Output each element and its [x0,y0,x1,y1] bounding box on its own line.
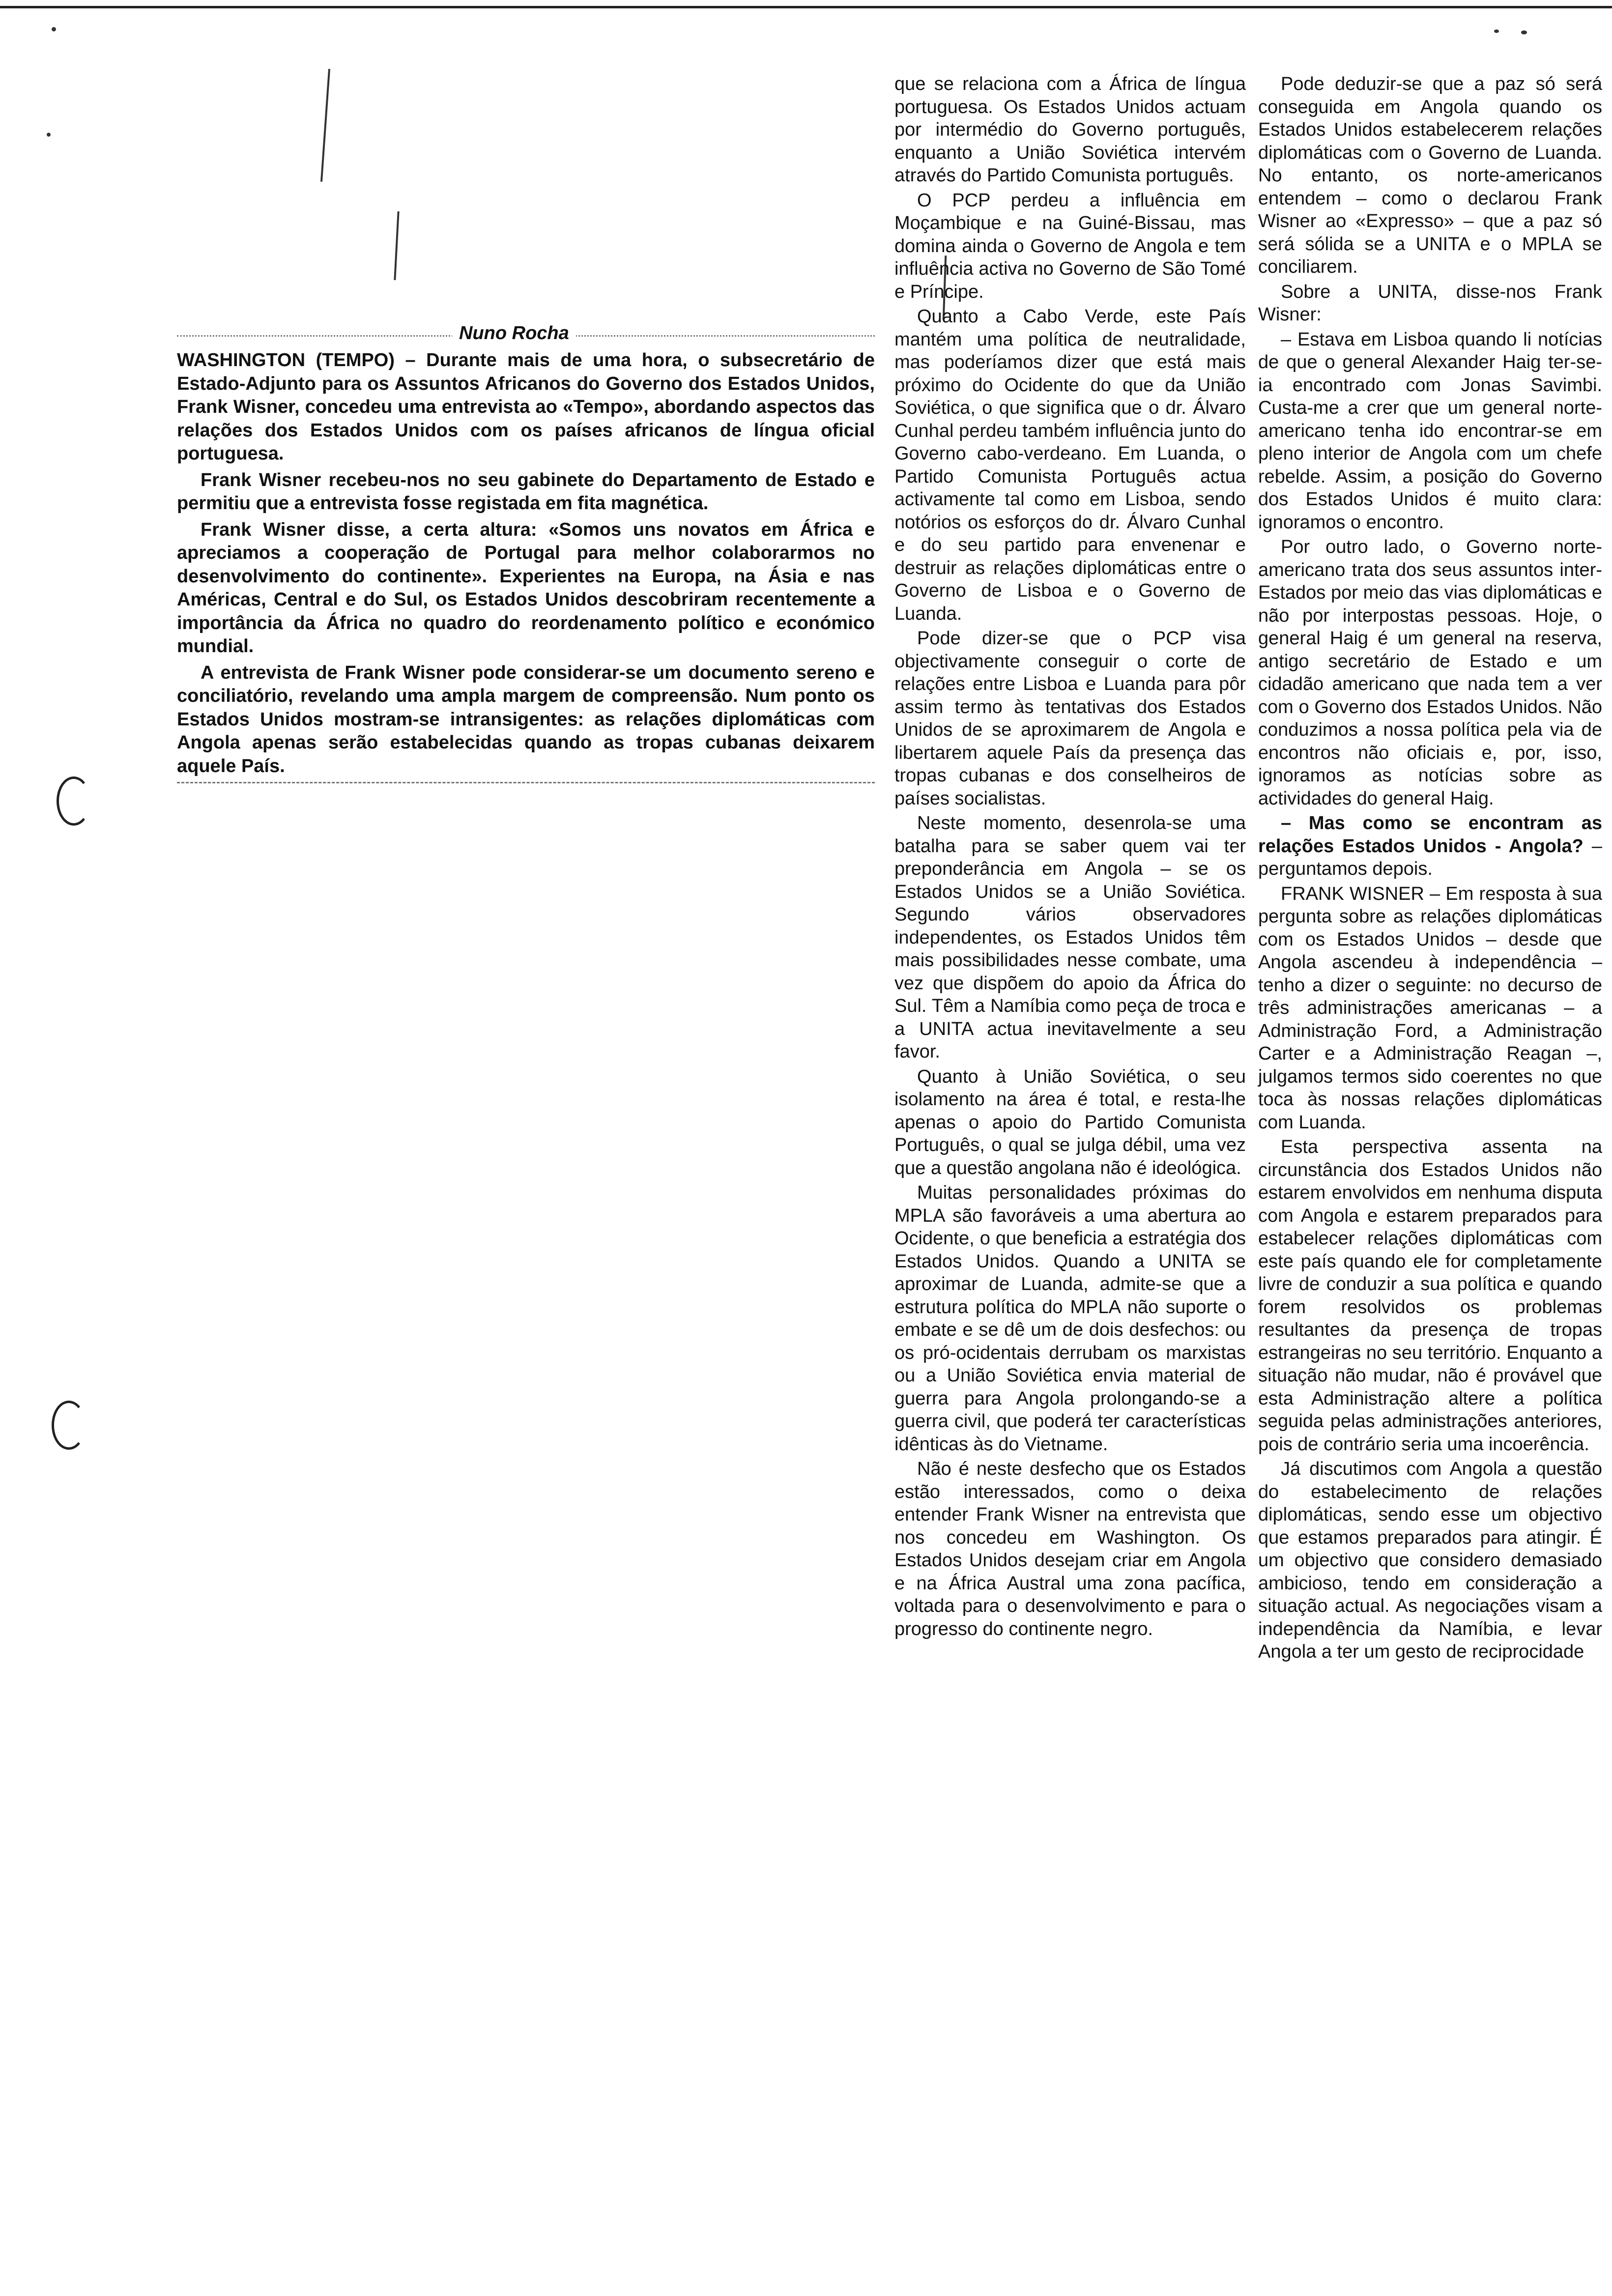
article-lead [177,319,875,783]
lead-paragraph: A entrevista de Frank Wisner pode considerar-se um documento sereno e conciliatório, revelando uma ampla margem de compreensão. Num ponto os Estados Unidos mostram-se intransigentes: as relações diplomáticas com Angola apenas serão estabelecidas quando as tropas cubanas deixarem aquele País. [177,662,875,776]
body-paragraph: Neste momento, desenrola-se uma batalha para se saber quem vai ter preponderância em Angola – se os Estados Unidos se a União Soviética. Segundo vários observadores independentes, os Estados Unidos têm mais possibilidades nesse combate, uma vez que dispõem do apoio da África do Sul. Têm a Namíbia como peça de troca e a UNITA actua inevitavelmente a seu favor. [894,813,1246,1062]
byline: Nuno Rocha [452,319,576,347]
answer-text: – Em resposta à sua pergunta sobre as relações diplomáticas com os Estados Unidos – desde que Angola ascendeu à independência – tenho a dizer o seguinte: no decurso de três administrações americanas – a Administração Ford, a Administração Carter e a Administração Reagan –, julgamos termos sido coerentes no que toca às nossas relações diplomáticas com Luanda. [1258,883,1602,1133]
body-paragraph: Pode deduzir-se que a paz só será conseguida em Angola quando os Estados Unidos estabelecerem relações diplomáticas com o Governo de Luanda. No entanto, os norte-americanos entendem – como o declarou Frank Wisner ao «Expresso» – que a paz só será sólida se a UNITA e o MPLA se conciliarem. [1258,74,1602,277]
interview-question-tail: – perguntamos depois. [1258,835,1602,879]
body-paragraph: Quanto à União Soviética, o seu isolamento na área é total, e resta-lhe apenas o apoio do Partido Comunista Português, o qual se julga débil, uma vez que a questão angolana não é ideológica. [894,1066,1246,1178]
body-paragraph: O PCP perdeu a influência em Moçambique e na Guiné-Bissau, mas domina ainda o Governo de Angola e tem influência activa no Governo de São Tomé e Príncipe. [894,190,1246,302]
body-paragraph: Muitas personalidades próximas do MPLA são favoráveis a uma abertura ao Ocidente, o que beneficia a estratégia dos Estados Unidos. Quando a UNITA se aproximar de Luanda, admite-se que a estrutura política do MPLA não suporte o embate e se dê um de dois desfechos: ou os pró-ocidentais derrubam os marxistas ou a União Soviética envia material de guerra para Angola prolongando-se a guerra civil, que poderá ter características idênticas às do Vietname. [894,1182,1246,1455]
body-column-2 [1258,73,1602,1665]
scan-speck [47,133,51,137]
scan-speck [1521,30,1527,34]
scan-speck [1494,29,1499,33]
binder-hole-mark [57,776,91,826]
scan-mark [394,211,399,280]
binder-hole-mark [52,1401,86,1450]
lead-paragraph: Frank Wisner disse, a certa altura: «Somos uns novatos em África e apreciamos a cooperação de Portugal para melhor colaborarmos no desenvolvimento do continente». Experientes na Europa, na Ásia e nas Américas, Central e do Sul, os Estados Unidos descobriram recentemente a importância da África no quadro do reordenamento político e económico mundial. [177,519,875,657]
scan-mark [320,69,330,182]
body-paragraph: Sobre a UNITA, disse-nos Frank Wisner: [1258,281,1602,325]
lead-bottom-rule [177,782,875,783]
body-paragraph: – Estava em Lisboa quando li notícias de que o general Alexander Haig ter-se-ia encontrado com Jonas Savimbi. Custa-me a crer que um general norte-americano tenha ido encontrar-se em pleno interior de Angola com um chefe rebelde. Assim, a posição do Governo dos Estados Unidos é muito clara: ignoramos o encontro. [1258,329,1602,533]
body-paragraph: Esta perspectiva assenta na circunstância dos Estados Unidos não estarem envolvidos em nenhuma disputa com Angola e estarem preparados para estabelecer relações diplomáticas com este país quando ele for completamente livre de conduzir a sua política e quando forem resolvidos os problemas resultantes da presença de tropas estrangeiras no seu território. Enquanto a situação não mudar, não é provável que esta Administração altere a política seguida pelas administrações anteriores, pois de contrário seria uma incoerência. [1258,1137,1602,1455]
answer-speaker: FRANK WISNER [1281,883,1424,904]
body-paragraph: Pode dizer-se que o PCP visa objectivamente conseguir o corte de relações entre Lisboa e Luanda para pôr assim termo às tentativas dos Estados Unidos de se aproximarem de Angola e libertarem aquele País da presença das tropas cubanas e dos conselheiros de países socialistas. [894,628,1246,809]
interview-question: – Mas como se encontram as relações Estados Unidos - Angola? [1258,813,1602,857]
body-paragraph: Quanto a Cabo Verde, este País mantém uma política de neutralidade, mas poderíamos dizer que está mais próximo do Ocidente do que da União Soviética, o que significa que o dr. Álvaro Cunhal perdeu também influência junto do Governo cabo-verdeano. Em Luanda, o Partido Comunista Português actua activamente tal como em Lisboa, sendo notórios os esforços do dr. Álvaro Cunhal e do seu partido para envenenar e destruir as relações diplomáticas entre o Governo de Lisboa e o Governo de Luanda. [894,306,1246,624]
body-paragraph: Já discutimos com Angola a questão do estabelecimento de relações diplomáticas, sendo esse um objectivo que estamos preparados para atingir. É um objectivo que considero demasiado ambicioso, tendo em consideração a situação actual. As negociações visam a independência da Namíbia, e levar Angola a ter um gesto de reciprocidade [1258,1459,1602,1662]
question-paragraph [1258,812,1602,881]
lead-paragraph: WASHINGTON (TEMPO) – Durante mais de uma hora, o subsecretário de Estado-Adjunto para os Assuntos Africanos do Governo dos Estados Unidos, Frank Wisner, concedeu uma entrevista ao «Tempo», abordando aspectos das relações dos Estados Unidos com os países africanos de língua oficial portuguesa. [177,350,875,464]
scan-speck [52,27,56,31]
body-paragraph: Não é neste desfecho que os Estados estão interessados, como o deixa entender Frank Wisner na entrevista que nos concedeu em Washington. Os Estados Unidos desejam criar em Angola e na África Austral uma zona pacífica, voltada para o desenvolvimento e para o progresso do continente negro. [894,1459,1246,1639]
body-paragraph: Por outro lado, o Governo norte-americano trata dos seus assuntos inter-Estados por meio das vias diplomáticas e não por interpostas pessoas. Hoje, o general Haig é um general na reserva, antigo secretário de Estado e um cidadão americano que nada tem a ver com o Governo dos Estados Unidos. Não conduzimos a nossa política pela via de encontros não oficiais e, por, isso, ignoramos as notícias sobre as actividades do general Haig. [1258,537,1602,809]
byline-row [177,319,875,349]
answer-paragraph [1258,883,1602,1134]
top-rule [0,6,1612,8]
lead-paragraph: Frank Wisner recebeu-nos no seu gabinete do Departamento de Estado e permitiu que a entrevista fosse registada em fita magnética. [177,469,875,514]
body-column-1 [894,73,1246,1642]
body-paragraph: que se relaciona com a África de língua portuguesa. Os Estados Unidos actuam por intermédio do Governo português, enquanto a União Soviética intervém através do Partido Comunista português. [894,74,1246,186]
